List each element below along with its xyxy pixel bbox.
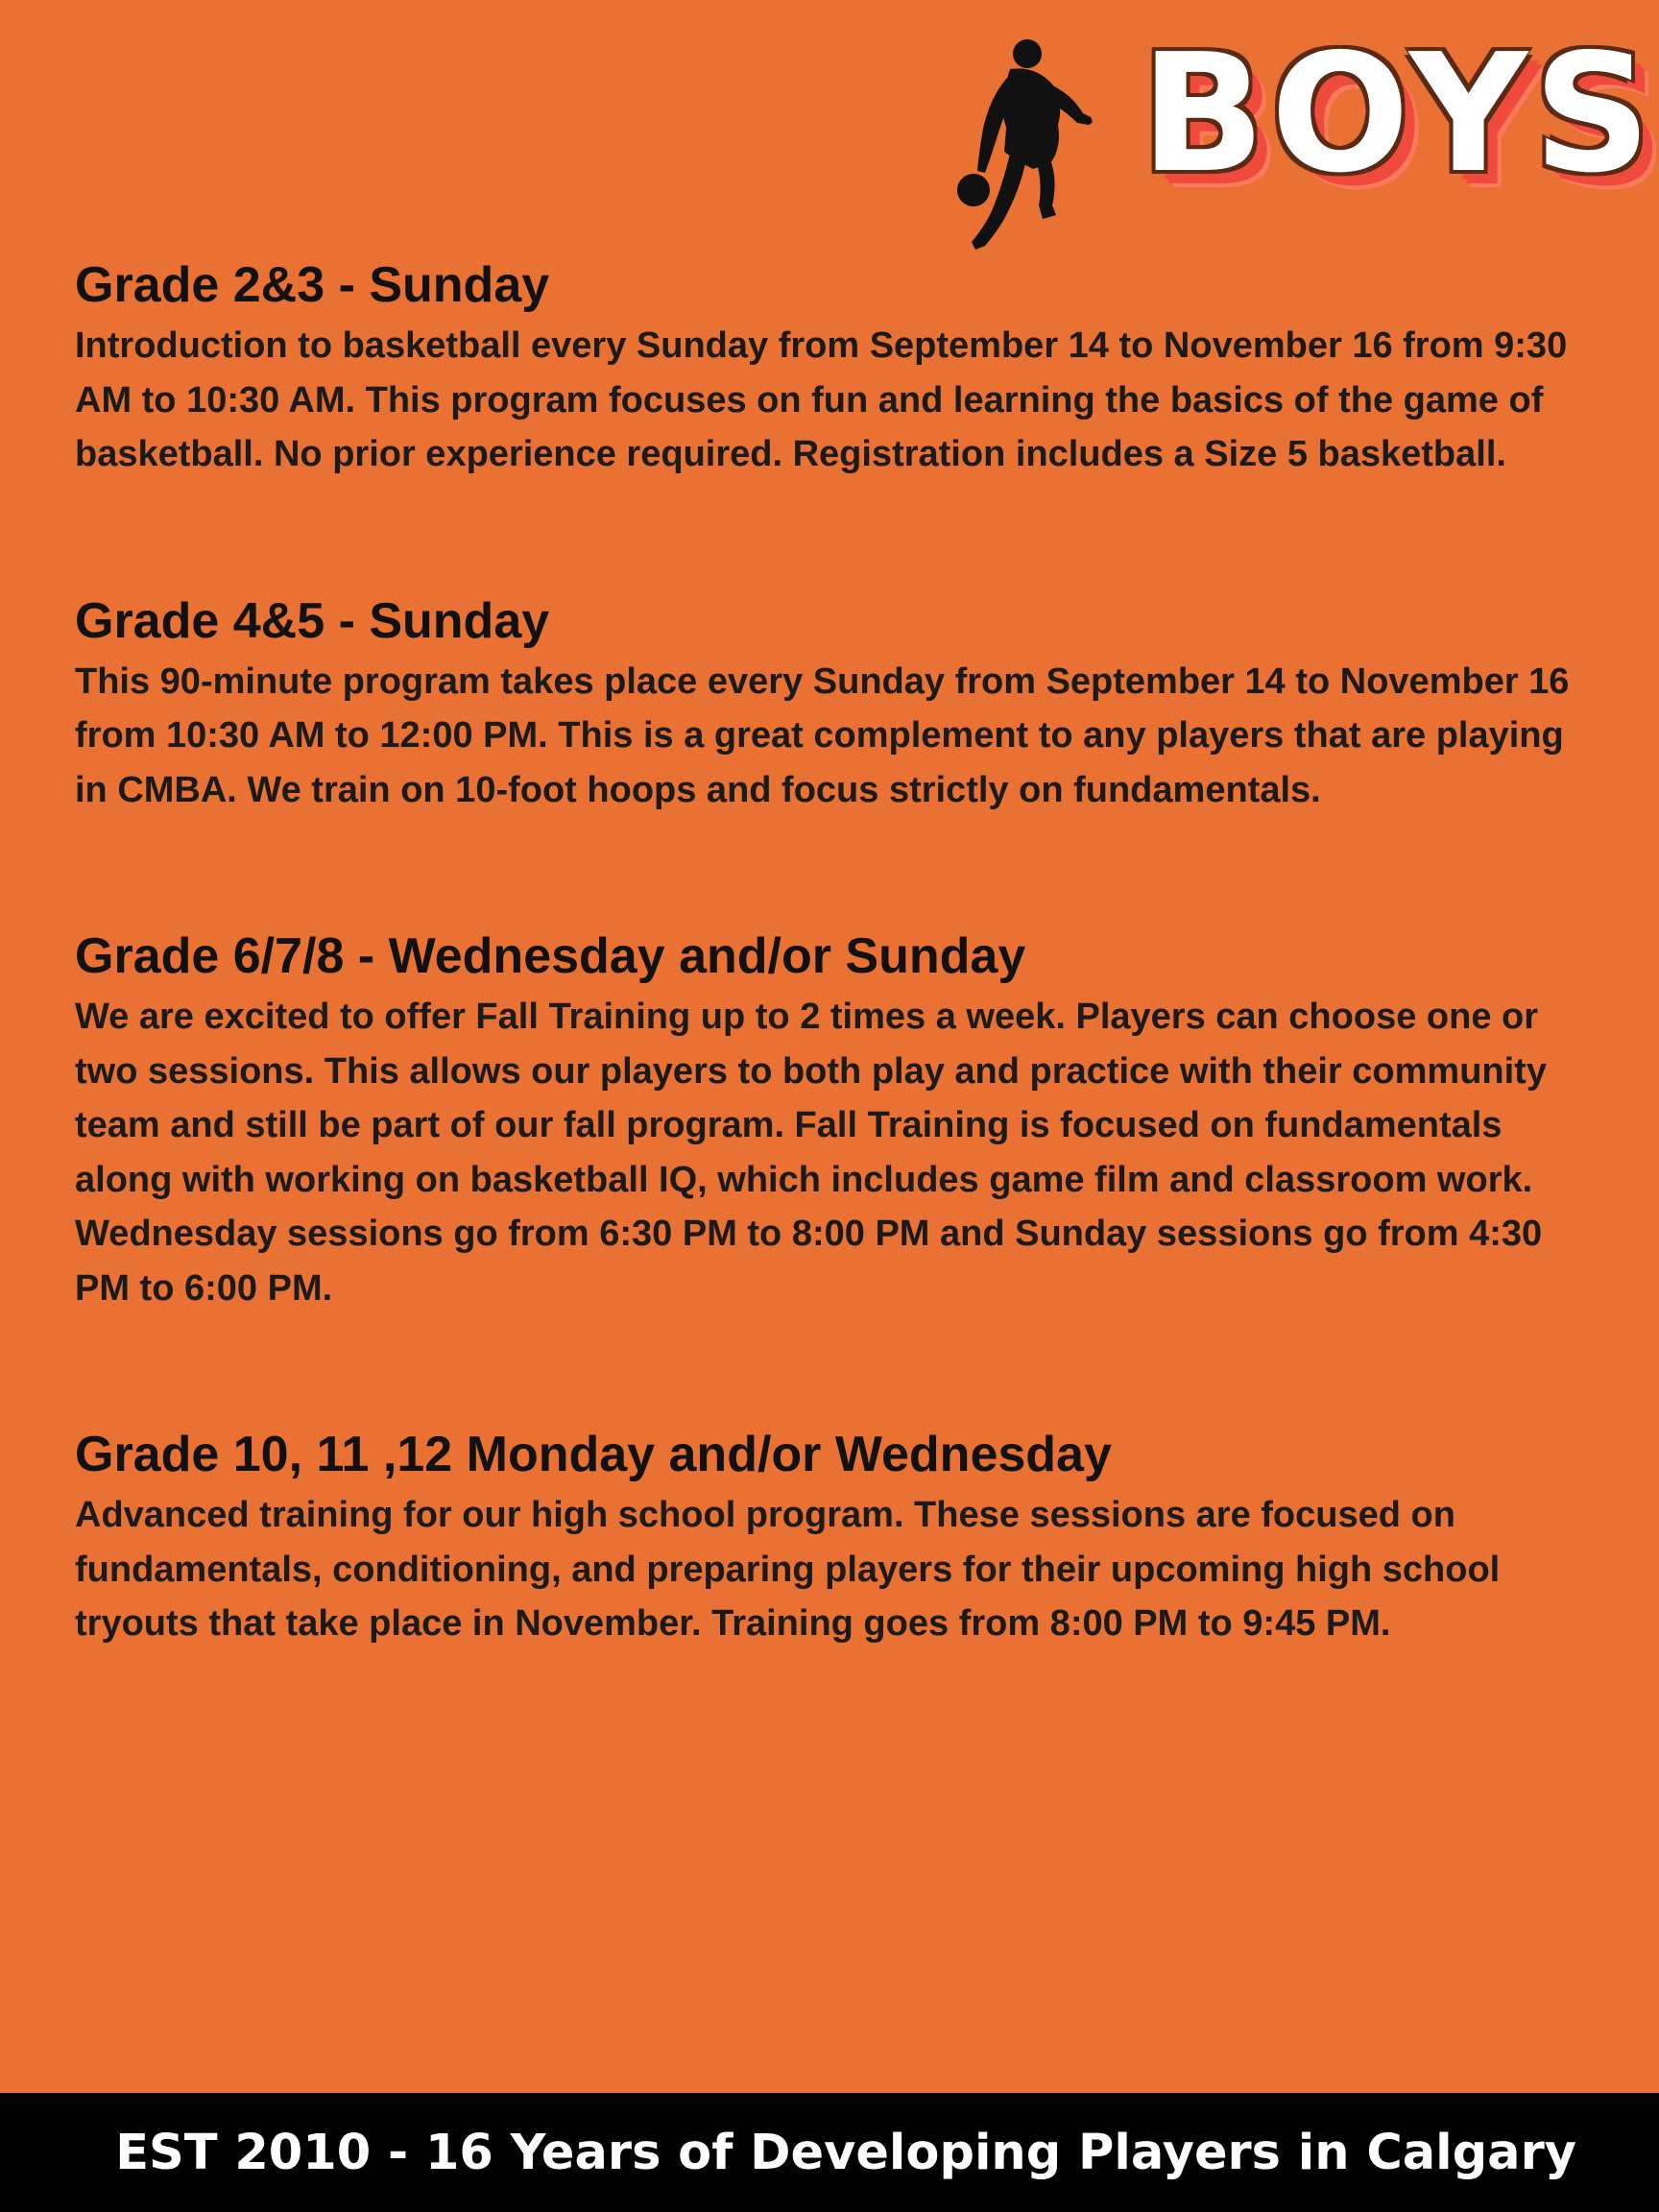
footer-tagline: EST 2010 - 16 Years of Developing Players in Calgary	[115, 2124, 1576, 2181]
section-heading: Grade 2&3 - Sunday	[75, 257, 550, 313]
section-heading: Grade 4&5 - Sunday	[75, 592, 550, 649]
section-description: This 90-minute program takes place every Sunday from September 14 to November 16 from 10:30 AM to 12:00 PM. This is a great complement to any players that are playing in CMBA. We train on 10-foot hoops and focus strictly on fundamentals.	[75, 661, 1570, 810]
program-section-grade-4-5	[75, 588, 1601, 818]
section-description: Introduction to basketball every Sunday from September 14 to November 16 from 9:30 AM to 10:30 AM. This program focuses on fun and learning the basics of the game of basketball. No prior experience required. Registration includes a Size 5 basketball.	[75, 325, 1568, 474]
program-section-grade-6-7-8	[75, 923, 1601, 1315]
program-section-grade-2-3	[75, 252, 1601, 482]
basketball-player-silhouette-icon	[950, 36, 1118, 267]
boys-title: BOYS	[1141, 19, 1657, 209]
program-section-grade-10-11-12	[75, 1421, 1601, 1651]
section-heading: Grade 10, 11 ,12 Monday and/or Wednesday	[75, 1427, 1112, 1482]
program-list	[75, 252, 1601, 1651]
section-heading: Grade 6/7/8 - Wednesday and/or Sunday	[75, 928, 1026, 984]
footer-banner	[0, 2093, 1659, 2212]
page-header	[0, 0, 1659, 269]
section-description: We are excited to offer Fall Training up to 2 times a week. Players can choose one or two sessions. This allows our players to both play and practice with their community team and still be part of our fall program. Fall Training is focused on fundamentals along with working on basketball IQ, which includes game film and classroom work. Wednesday sessions go from 6:30 PM to 8:00 PM and Sunday sessions go from 4:30 PM to 6:00 PM.	[75, 997, 1547, 1309]
section-description: Advanced training for our high school program. These sessions are focused on fundamentals, conditioning, and preparing players for their upcoming high school tryouts that take place in November. Training goes from 8:00 PM to 9:45 PM.	[75, 1495, 1501, 1644]
